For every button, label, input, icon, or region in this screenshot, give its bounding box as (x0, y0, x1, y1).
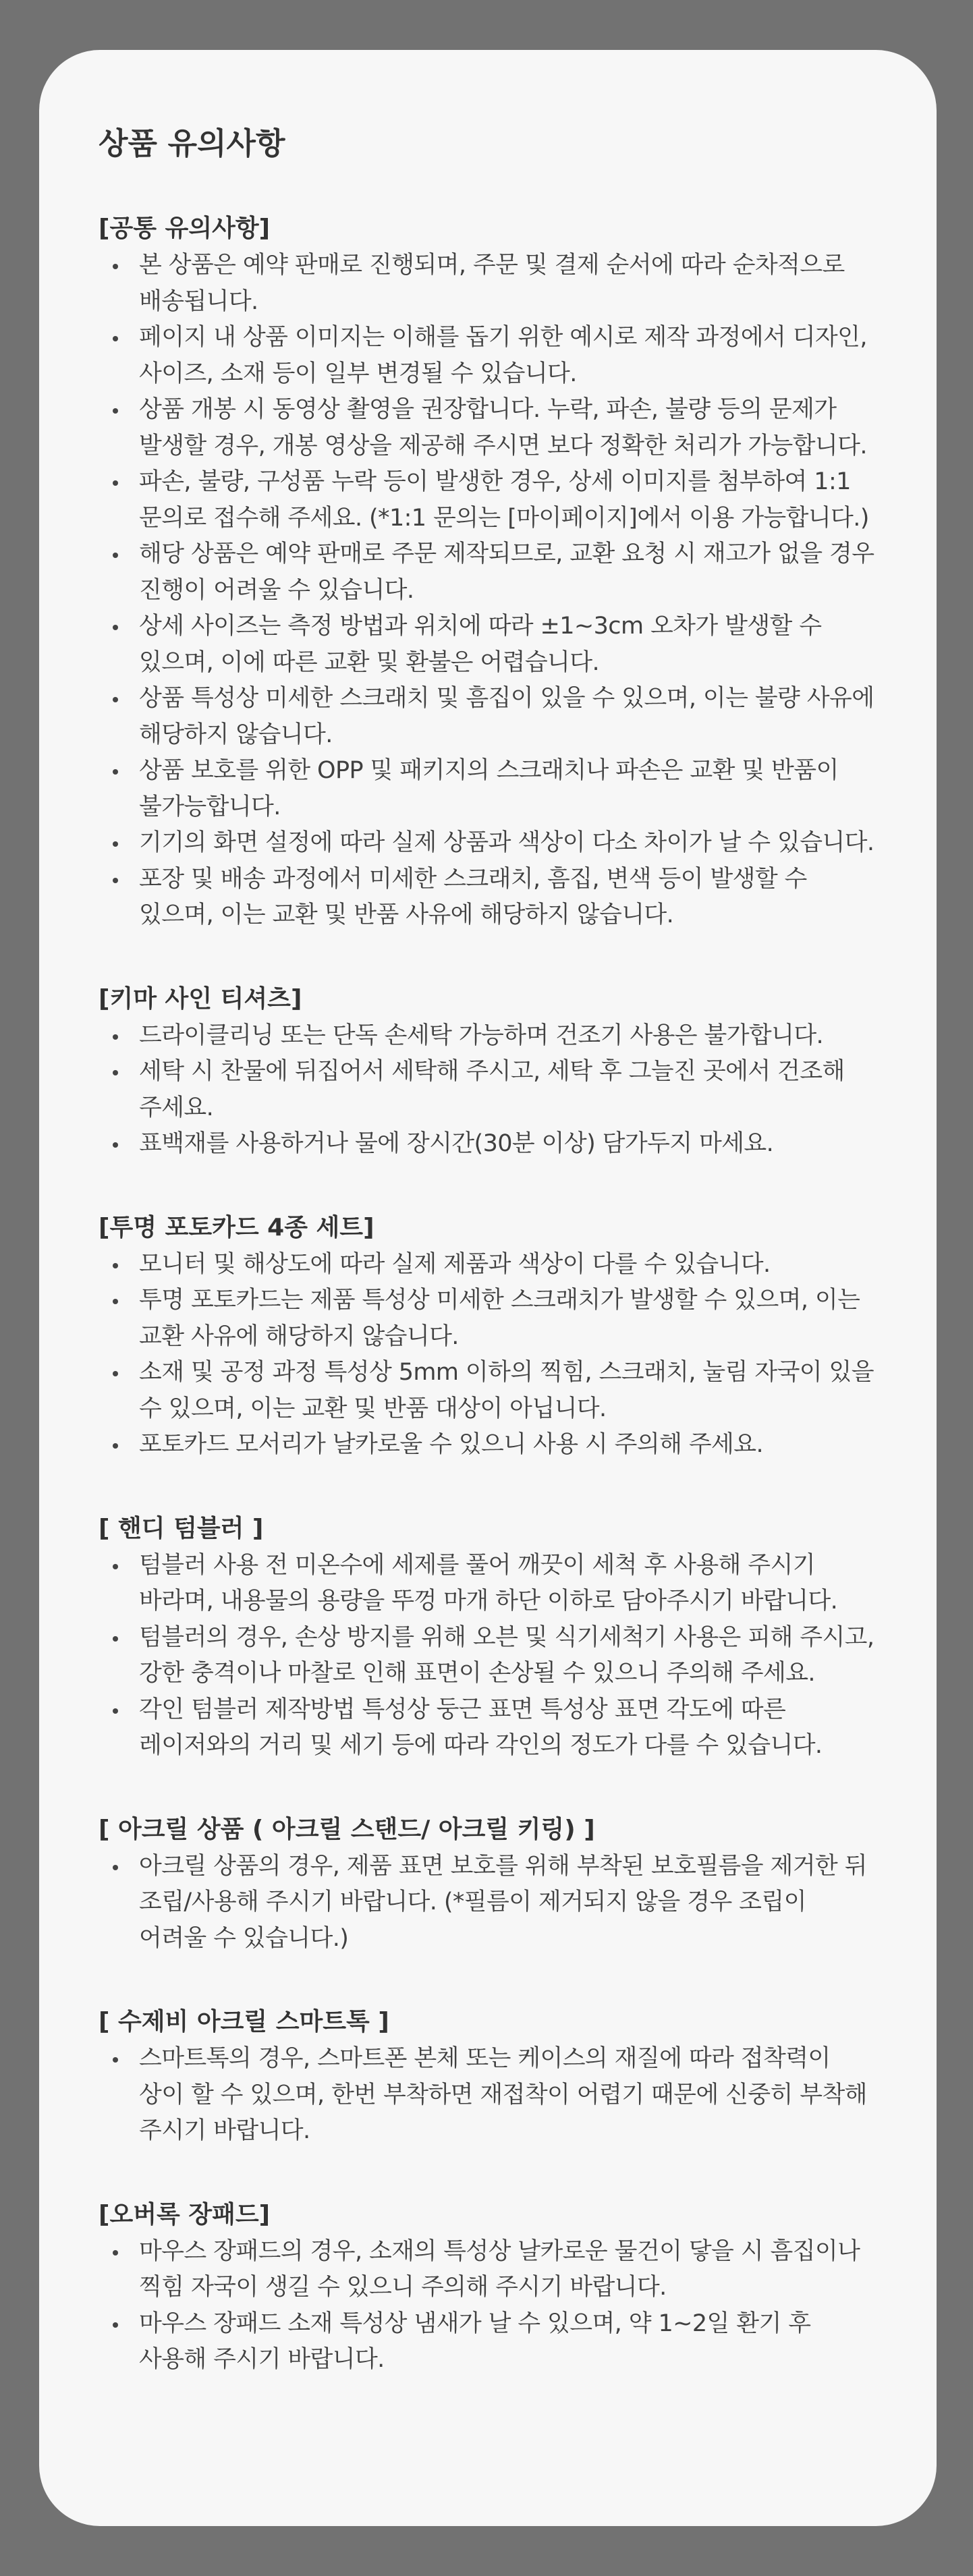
section-title: [공통 유의사항] (99, 215, 271, 242)
section-mousepad (99, 2197, 876, 2378)
list-item: 파손, 불량, 구성품 누락 등이 발생한 경우, 상세 이미지를 첨부하여 1:1 문의로 접수해 주세요. (*1:1 문의는 [마이페이지]에서 이용 가능합니다.) (99, 464, 876, 536)
notice-list (99, 2234, 876, 2378)
page-title: 상품 유의사항 (99, 125, 285, 161)
list-item: 세탁 시 찬물에 뒤집어서 세탁해 주시고, 세탁 후 그늘진 곳에서 건조해 주세요. (99, 1054, 876, 1126)
list-item: 기기의 화면 설정에 따라 실제 상품과 색상이 다소 차이가 날 수 있습니다. (99, 825, 876, 862)
section-title: [ 핸디 텀블러 ] (99, 1514, 264, 1542)
section-title: [투명 포토카드 4종 세트] (99, 1213, 374, 1241)
list-item: 각인 텀블러 제작방법 특성상 둥근 표면 특성상 표면 각도에 따른 레이저와의 거리 및 세기 등에 따라 각인의 정도가 다를 수 있습니다. (99, 1692, 876, 1764)
list-item: 표백재를 사용하거나 물에 장시간(30분 이상) 담가두지 마세요. (99, 1126, 876, 1163)
list-item: 상세 사이즈는 측정 방법과 위치에 따라 ±1~3cm 오차가 발생할 수 있으며, 이에 따른 교환 및 환불은 어렵습니다. (99, 609, 876, 681)
notice-list (99, 2041, 876, 2150)
section-title: [ 수제비 아크릴 스마트톡 ] (99, 2008, 389, 2036)
list-item: 마우스 장패드의 경우, 소재의 특성상 날카로운 물건이 닿을 시 흠집이나 찍힘 자국이 생길 수 있으니 주의해 주시기 바랍니다. (99, 2234, 876, 2306)
notice-list (99, 248, 876, 934)
list-item: 모니터 및 해상도에 따라 실제 제품과 색상이 다를 수 있습니다. (99, 1247, 876, 1283)
list-item: 상품 보호를 위한 OPP 및 패키지의 스크래치나 파손은 교환 및 반품이 불가능합니다. (99, 753, 876, 825)
section-title: [ 아크릴 상품 ( 아크릴 스탠드/ 아크릴 키링) ] (99, 1815, 595, 1843)
list-item: 페이지 내 상품 이미지는 이해를 돕기 위한 예시로 제작 과정에서 디자인, 사이즈, 소재 등이 일부 변경될 수 있습니다. (99, 320, 876, 392)
list-item: 스마트톡의 경우, 스마트폰 본체 또는 케이스의 재질에 따라 접착력이 상이 할 수 있으며, 한번 부착하면 재접착이 어렵기 때문에 신중히 부착해 주시기 바랍니다. (99, 2041, 876, 2150)
notice-list (99, 1849, 876, 1957)
list-item: 해당 상품은 예약 판매로 주문 제작되므로, 교환 요청 시 재고가 없을 경우 진행이 어려울 수 있습니다. (99, 536, 876, 609)
notice-card (39, 50, 937, 2526)
section-common (99, 211, 876, 934)
notice-list (99, 1548, 876, 1764)
notice-list (99, 1018, 876, 1163)
list-item: 포토카드 모서리가 날카로울 수 있으니 사용 시 주의해 주세요. (99, 1427, 876, 1463)
list-item: 아크릴 상품의 경우, 제품 표면 보호를 위해 부착된 보호필름을 제거한 뒤 조립/사용해 주시기 바랍니다. (*필름이 제거되지 않을 경우 조립이 어려울 수 있습니다.) (99, 1849, 876, 1957)
list-item: 투명 포토카드는 제품 특성상 미세한 스크래치가 발생할 수 있으며, 이는 교환 사유에 해당하지 않습니다. (99, 1283, 876, 1355)
list-item: 본 상품은 예약 판매로 진행되며, 주문 및 결제 순서에 따라 순차적으로 배송됩니다. (99, 248, 876, 320)
list-item: 텀블러 사용 전 미온수에 세제를 풀어 깨끗이 세척 후 사용해 주시기 바라며, 내용물의 용량을 뚜껑 마개 하단 이하로 담아주시기 바랍니다. (99, 1548, 876, 1620)
list-item: 포장 및 배송 과정에서 미세한 스크래치, 흠집, 변색 등이 발생할 수 있으며, 이는 교환 및 반품 사유에 해당하지 않습니다. (99, 862, 876, 934)
list-item: 상품 특성상 미세한 스크래치 및 흠집이 있을 수 있으며, 이는 불량 사유에 해당하지 않습니다. (99, 681, 876, 753)
list-item: 드라이클리닝 또는 단독 손세탁 가능하며 건조기 사용은 불가합니다. (99, 1018, 876, 1055)
list-item: 소재 및 공정 과정 특성상 5mm 이하의 찍힘, 스크래치, 눌림 자국이 있을 수 있으며, 이는 교환 및 반품 대상이 아닙니다. (99, 1355, 876, 1427)
list-item: 마우스 장패드 소재 특성상 냄새가 날 수 있으며, 약 1~2일 환기 후 사용해 주시기 바랍니다. (99, 2306, 876, 2378)
section-photocard (99, 1210, 876, 1463)
list-item: 상품 개봉 시 동영상 촬영을 권장합니다. 누락, 파손, 불량 등의 문제가 발생할 경우, 개봉 영상을 제공해 주시면 보다 정확한 처리가 가능합니다. (99, 392, 876, 464)
section-smarttok (99, 2004, 876, 2150)
section-acrylic (99, 1812, 876, 1957)
section-title: [오버록 장패드] (99, 2200, 271, 2229)
section-tshirt (99, 981, 876, 1163)
section-title: [키마 사인 티셔츠] (99, 984, 302, 1013)
section-tumbler (99, 1511, 876, 1764)
notice-list (99, 1247, 876, 1463)
list-item: 텀블러의 경우, 손상 방지를 위해 오븐 및 식기세척기 사용은 피해 주시고, 강한 충격이나 마찰로 인해 표면이 손상될 수 있으니 주의해 주세요. (99, 1620, 876, 1692)
